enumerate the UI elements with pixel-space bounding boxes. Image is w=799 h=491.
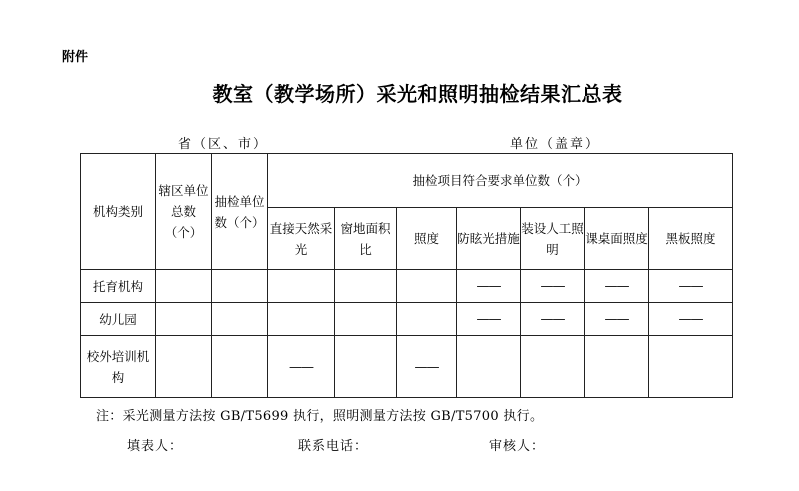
filler-signature-label: 填表人： bbox=[127, 439, 184, 454]
header-item: 课桌面照度 bbox=[585, 208, 649, 270]
table-row bbox=[81, 270, 733, 303]
header-item: 装设人工照明 bbox=[521, 208, 585, 270]
header-compliance-group: 抽检项目符合要求单位数（个） bbox=[268, 154, 733, 208]
reviewer-signature-label: 审核人： bbox=[489, 439, 546, 454]
table-cell bbox=[521, 336, 585, 398]
header-item: 照度 bbox=[397, 208, 457, 270]
table-cell bbox=[397, 336, 457, 398]
table-cell bbox=[585, 336, 649, 398]
table-cell bbox=[335, 336, 397, 398]
phone-label: 联系电话： bbox=[298, 439, 369, 454]
footnote: 注：采光测量方法按 GB/T5699 执行，照明测量方法按 GB/T5700 执行。 bbox=[96, 409, 544, 424]
document-title: 教室（教学场所）采光和照明抽检结果汇总表 bbox=[212, 82, 623, 106]
not-applicable-dash: —— bbox=[604, 312, 629, 327]
table-cell bbox=[335, 270, 397, 303]
header-total-units: 辖区单位总数（个） bbox=[156, 154, 212, 270]
summary-table bbox=[80, 153, 733, 398]
table-cell bbox=[585, 270, 649, 303]
table-cell bbox=[521, 270, 585, 303]
header-item: 防眩光措施 bbox=[457, 208, 521, 270]
table-cell bbox=[156, 303, 212, 336]
not-applicable-dash: —— bbox=[476, 312, 501, 327]
not-applicable-dash: —— bbox=[414, 359, 439, 375]
table-cell bbox=[521, 303, 585, 336]
row-category: 校外培训机构 bbox=[81, 336, 156, 398]
table-row bbox=[81, 303, 733, 336]
not-applicable-dash: —— bbox=[540, 312, 565, 327]
table-cell bbox=[397, 270, 457, 303]
header-item: 黑板照度 bbox=[649, 208, 733, 270]
province-field-label: 省（区、市） bbox=[178, 137, 269, 152]
not-applicable-dash: —— bbox=[289, 359, 313, 375]
table-cell bbox=[457, 303, 521, 336]
table-cell bbox=[212, 270, 268, 303]
row-category: 幼儿园 bbox=[81, 303, 156, 336]
table-cell bbox=[649, 303, 733, 336]
table-cell bbox=[649, 270, 733, 303]
table-cell bbox=[335, 303, 397, 336]
table-cell bbox=[268, 270, 335, 303]
header-item: 直接天然采光 bbox=[268, 208, 335, 270]
table-cell bbox=[268, 336, 335, 398]
header-checked-units: 抽检单位数（个） bbox=[212, 154, 268, 270]
not-applicable-dash: —— bbox=[540, 279, 565, 294]
table-cell bbox=[156, 270, 212, 303]
table-cell bbox=[585, 303, 649, 336]
row-category: 托育机构 bbox=[81, 270, 156, 303]
not-applicable-dash: —— bbox=[678, 312, 703, 327]
unit-seal-label: 单位（盖章） bbox=[510, 137, 601, 152]
table-cell bbox=[268, 303, 335, 336]
not-applicable-dash: —— bbox=[476, 279, 501, 294]
header-item: 窗地面积比 bbox=[335, 208, 397, 270]
table-cell bbox=[649, 336, 733, 398]
not-applicable-dash: —— bbox=[604, 279, 629, 294]
table-cell bbox=[156, 336, 212, 398]
table-cell bbox=[212, 303, 268, 336]
table-row bbox=[81, 336, 733, 398]
not-applicable-dash: —— bbox=[678, 279, 703, 294]
header-category: 机构类别 bbox=[81, 154, 156, 270]
table-cell bbox=[397, 303, 457, 336]
table-cell bbox=[212, 336, 268, 398]
table-cell bbox=[457, 270, 521, 303]
attachment-label: 附件 bbox=[62, 50, 89, 65]
table-cell bbox=[457, 336, 521, 398]
